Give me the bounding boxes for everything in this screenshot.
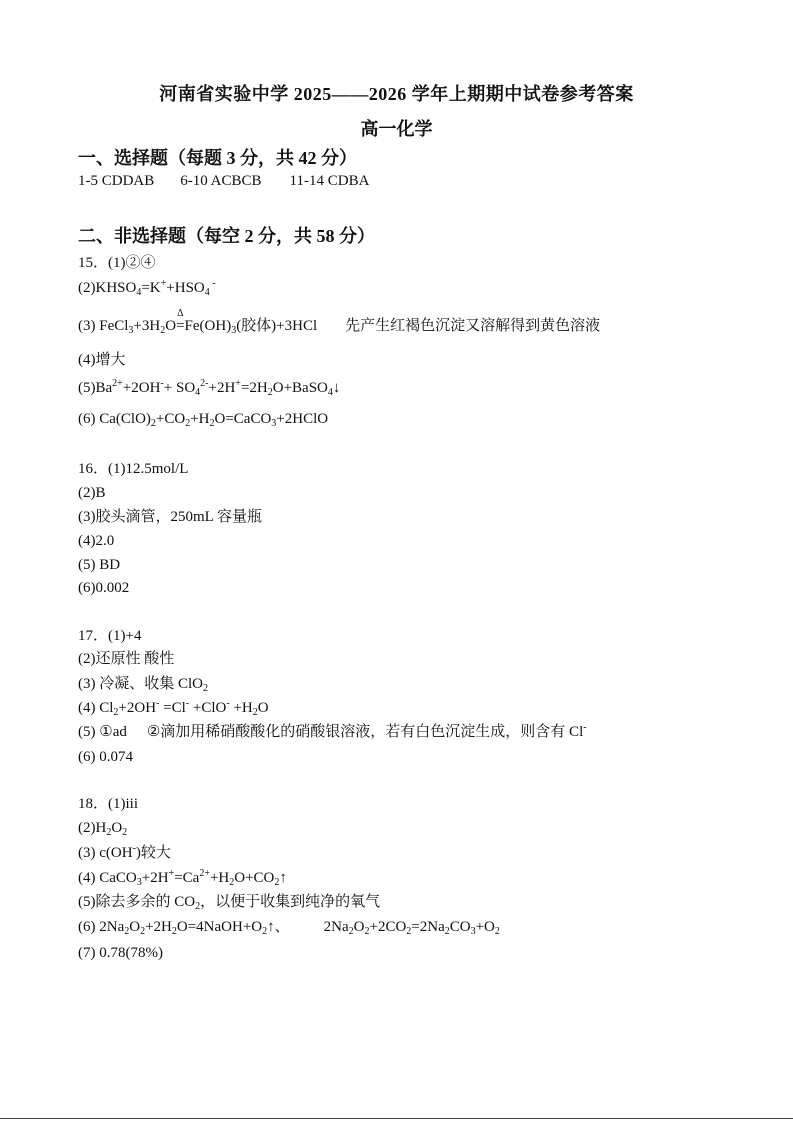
q17-answer-1: 17．(1)+4 [78,628,142,644]
q15-answer-4: (4)增大 [78,352,126,368]
q15-answer-2: $(2)KHSO_4=K^++HSO_4$ - [78,278,216,298]
q18-answer-2: $(2)H_2O_2$ [78,820,128,838]
subject-title: 高一化学 [360,119,433,139]
choice-group-1: 1-5 CDDAB [78,173,155,189]
choice-group-3: 11-14 CDBA [289,173,370,189]
q16-answer-3: (3)胶头滴管，250mL 容量瓶 [78,509,263,525]
section-heading-choice: 一、选择题（每题 3 分，共 42 分） [78,148,357,168]
q16-answer-1: 16．(1)12.5mol/L [78,461,189,477]
q15-answer-3: (3) $FeCl_3+3H_2O$ Δ $=Fe(OH)_3$(胶体)+3HCl 先产生红褐色沉淀又溶解得到黄色溶液 [78,308,601,336]
q18-answer-7: (7) 0.78(78%) [78,945,163,961]
q18-answer-3: (3) c(OH-)较大 [78,843,171,861]
q16-answer-4: (4)2.0 [78,533,115,549]
q17-answer-3: (3) 冷凝、收集 ClO$_2$ [78,676,208,694]
q16-answer-2: (2)B [78,485,106,501]
q17-answer-2: (2)还原性 酸性 [78,651,175,667]
heating-equals-sign: Δ = [176,308,185,334]
q15-answer-1: 15．(1)②④ [78,255,156,271]
page-title: 河南省实验中学 2025——2026 学年上期期中试卷参考答案 [159,84,634,104]
q16-answer-5: (5) BD [78,557,121,573]
q18-answer-4: (4) $CaCO_3+2H^+=Ca^{2+}+H_2O+CO_2↑$ [78,868,287,888]
choice-answers [78,171,369,191]
choice-group-2: 6-10 ACBCB [180,173,262,189]
section-heading-nonchoice: 二、非选择题（每空 2 分，共 58 分） [78,226,375,246]
q16-answer-6: (6)0.002 [78,580,130,596]
q15-answer-3-note: 先产生红褐色沉淀又溶解得到黄色溶液 [345,318,601,334]
q15-answer-6: (6) $Ca(ClO)_2+CO_2+H_2O=CaCO_3+2HClO$ [78,411,329,429]
q18-answer-1: 18．(1)iii [78,796,138,812]
q15-answer-5: $(5)Ba^{2+}+2OH^-+$ $SO_4^{2-}+2H^+=2H_2O+BaSO_4↓$ [78,378,341,398]
q17-answer-6: (6) 0.074 [78,749,133,765]
q17-answer-5: (5) ①ad ②滴加用稀硝酸酸化的硝酸银溶液，若有白色沉淀生成，则含有 Cl- [78,722,587,740]
q17-answer-4: (4) $Cl_2+2OH^- =Cl^- +ClO^- +H_2O$ [78,698,269,718]
bottom-divider [0,1118,793,1119]
q18-answer-5: (5)除去多余的 $CO_2$，以便于收集到纯净的氧气 [78,894,381,912]
q18-answer-6: (6) $2Na_2O_2+2H_2O=4NaOH+O_2↑$、 $2Na_2O_2+2CO_2=2Na_2CO_3+O_2$ [78,919,500,937]
